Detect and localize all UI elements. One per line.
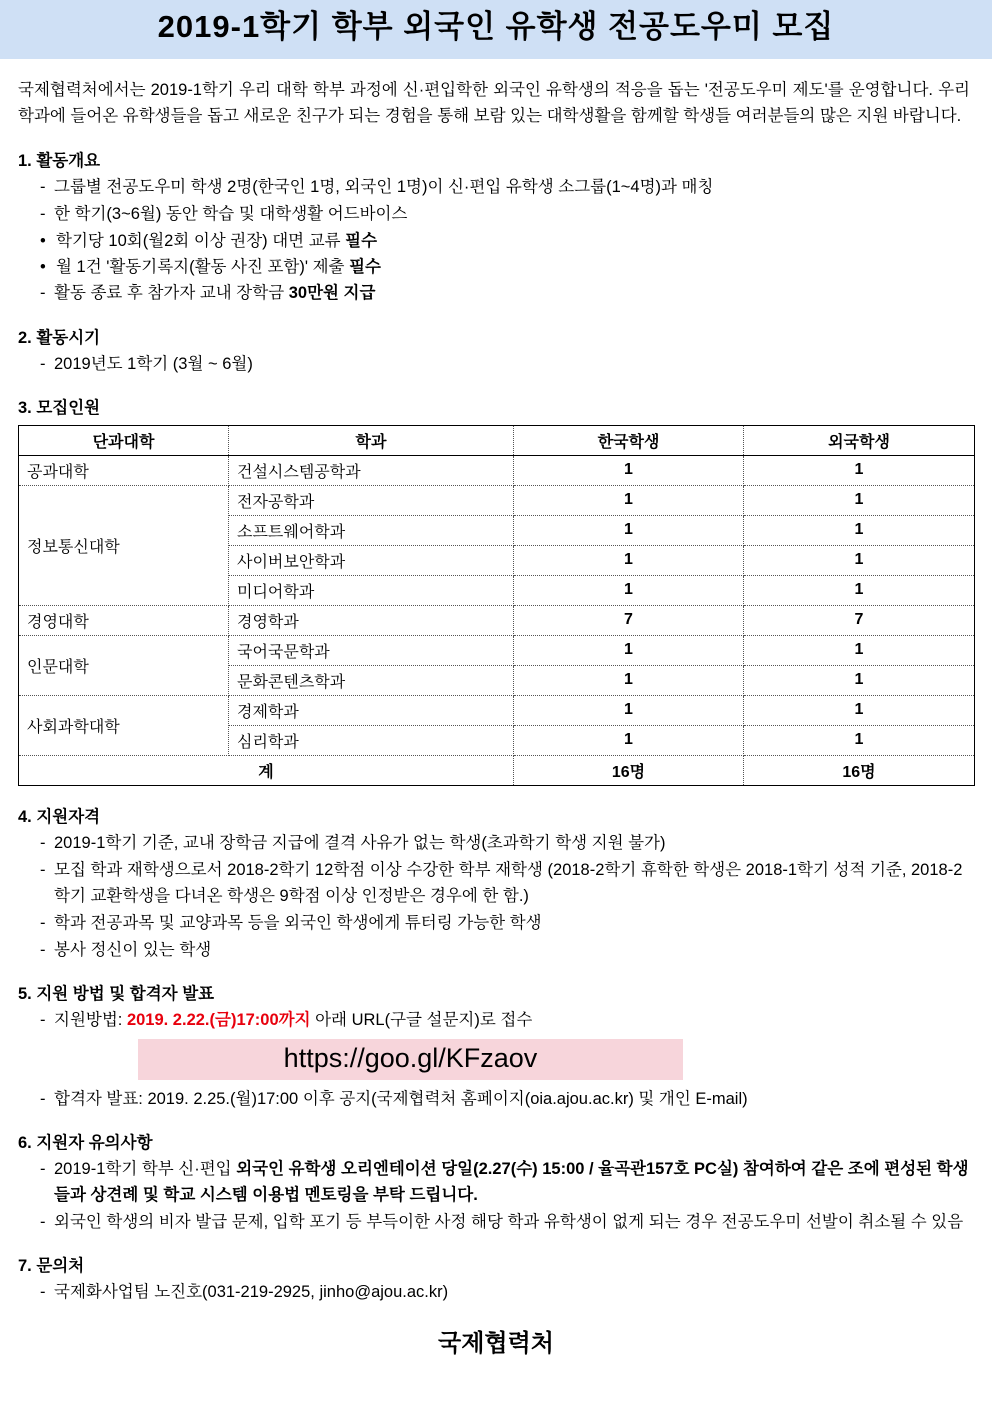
section-heading: 6. 지원자 유의사항 bbox=[18, 1134, 153, 1152]
sub-item-text: 학기당 10회(월2회 이상 권장) 대면 교류 bbox=[56, 232, 346, 251]
section1-list bbox=[18, 174, 974, 227]
list-item bbox=[40, 228, 974, 254]
section5-result-list bbox=[18, 1086, 974, 1112]
cell-total-korean: 16명 bbox=[514, 755, 744, 785]
cell-korean: 1 bbox=[514, 695, 744, 725]
cell-college: 경영대학 bbox=[19, 605, 229, 635]
cell-department: 건설시스템공학과 bbox=[229, 455, 514, 485]
list-item bbox=[38, 1156, 974, 1208]
cell-total-label: 계 bbox=[19, 755, 514, 785]
cell-foreign: 1 bbox=[744, 515, 975, 545]
section1-list-last bbox=[18, 280, 974, 306]
application-url[interactable]: https://goo.gl/KFzaov bbox=[138, 1039, 683, 1080]
sub-item-text: 월 1건 '활동기록지(활동 사진 포함)' 제출 bbox=[56, 258, 350, 277]
cell-department: 국어국문학과 bbox=[229, 635, 514, 665]
list-item: - 2019-1학기 기준, 교내 장학금 지급에 결격 사유가 없는 학생(초과학기 학생 지원 불가) bbox=[38, 830, 974, 856]
cell-department: 미디어학과 bbox=[229, 575, 514, 605]
cell-college: 사회과학대학 bbox=[19, 695, 229, 755]
column-header-korean: 한국학생 bbox=[514, 425, 744, 455]
cell-foreign: 1 bbox=[744, 545, 975, 575]
cell-korean: 1 bbox=[514, 575, 744, 605]
cell-foreign: 1 bbox=[744, 665, 975, 695]
cell-college: 인문대학 bbox=[19, 635, 229, 695]
list-item: - 봉사 정신이 있는 학생 bbox=[38, 937, 974, 963]
section5-list bbox=[18, 1007, 974, 1033]
cell-total-foreign: 16명 bbox=[744, 755, 975, 785]
cell-college: 공과대학 bbox=[19, 455, 229, 485]
item-text: 활동 종료 후 참가자 교내 장학금 bbox=[54, 284, 289, 303]
section-heading: 2. 활동시기 bbox=[18, 328, 101, 347]
table-row bbox=[19, 605, 975, 635]
section-contact bbox=[18, 1252, 974, 1305]
note-bold-event: 외국인 유학생 오리엔테이션 당일(2.27(수) 15:00 / 율곡관157호 PC실) bbox=[236, 1160, 739, 1178]
section-notices bbox=[18, 1129, 974, 1235]
apply-label: 지원방법: bbox=[54, 1010, 127, 1029]
list-item: - 모집 학과 재학생으로서 2018-2학기 12학점 이상 수강한 학부 재학생 (2018-2학기 휴학한 학생은 2018-1학기 성적 기준, 2018-2학기 교환학생을 다녀온 학생은 9학점 이상 인정받은 경우에 한 함.) bbox=[38, 857, 974, 909]
cell-foreign: 1 bbox=[744, 575, 975, 605]
column-header-college: 단과대학 bbox=[19, 425, 229, 455]
section1-sublist bbox=[18, 228, 974, 280]
cell-korean: 1 bbox=[514, 635, 744, 665]
list-item: - 국제화사업팀 노진호(031-219-2925, jinho@ajou.ac.kr) bbox=[38, 1279, 974, 1305]
table-header-row bbox=[19, 425, 975, 455]
section-application-method bbox=[18, 980, 974, 1112]
cell-korean: 7 bbox=[514, 605, 744, 635]
cell-korean: 1 bbox=[514, 515, 744, 545]
column-header-department: 학과 bbox=[229, 425, 514, 455]
section-activity-overview bbox=[18, 147, 974, 306]
issuing-office: 국제협력처 bbox=[438, 1330, 554, 1358]
cell-foreign: 1 bbox=[744, 485, 975, 515]
section-recruitment-quota bbox=[18, 394, 974, 786]
list-item: - 학과 전공과목 및 교양과목 등을 외국인 학생에게 튜터링 가능한 학생 bbox=[38, 910, 974, 936]
cell-department: 경영학과 bbox=[229, 605, 514, 635]
cell-college: 정보통신대학 bbox=[19, 485, 229, 605]
section-heading: 3. 모집인원 bbox=[18, 398, 101, 417]
cell-korean: 1 bbox=[514, 545, 744, 575]
list-item: - 2019년도 1학기 (3월 ~ 6월) bbox=[38, 351, 974, 377]
table-row bbox=[19, 635, 975, 665]
cell-korean: 1 bbox=[514, 485, 744, 515]
section-heading: 5. 지원 방법 및 합격자 발표 bbox=[18, 984, 215, 1003]
section6-list bbox=[18, 1156, 974, 1235]
cell-korean: 1 bbox=[514, 665, 744, 695]
section-heading: 7. 문의처 bbox=[18, 1257, 85, 1276]
table-row bbox=[19, 485, 975, 515]
section2-list bbox=[18, 351, 974, 377]
list-item bbox=[38, 280, 974, 306]
list-item: - 그룹별 전공도우미 학생 2명(한국인 1명, 외국인 1명)이 신·편입 유학생 소그룹(1~4명)과 매칭 bbox=[38, 174, 974, 200]
section4-list bbox=[18, 830, 974, 963]
cell-department: 심리학과 bbox=[229, 725, 514, 755]
item-bold: 30만원 지급 bbox=[288, 284, 376, 303]
note-text-mid: 참여하여 bbox=[738, 1160, 812, 1178]
cell-foreign: 7 bbox=[744, 605, 975, 635]
cell-foreign: 1 bbox=[744, 455, 975, 485]
sub-item-bold: 필수 bbox=[349, 258, 381, 277]
cell-foreign: 1 bbox=[744, 635, 975, 665]
list-item bbox=[40, 254, 974, 280]
apply-suffix: 아래 URL(구글 설문지)로 접수 bbox=[310, 1010, 533, 1029]
column-header-foreign: 외국학생 bbox=[744, 425, 975, 455]
cell-department: 문화콘텐츠학과 bbox=[229, 665, 514, 695]
table-row bbox=[19, 695, 975, 725]
note-text: 2019-1학기 학부 신·편입 bbox=[54, 1160, 237, 1178]
table-row bbox=[19, 455, 975, 485]
section-activity-period bbox=[18, 324, 974, 377]
document-title-banner bbox=[0, 0, 992, 59]
sub-item-bold: 필수 bbox=[345, 232, 378, 251]
list-item: - 합격자 발표: 2019. 2.25.(월)17:00 이후 공지(국제협력처 홈페이지(oia.ajou.ac.kr) 및 개인 E-mail) bbox=[38, 1086, 974, 1112]
table-total-row bbox=[19, 755, 975, 785]
section-heading: 4. 지원자격 bbox=[18, 807, 101, 826]
apply-deadline: 2019. 2.22.(금)17:00까지 bbox=[126, 1010, 311, 1029]
cell-department: 경제학과 bbox=[229, 695, 514, 725]
intro-paragraph: 국제협력처에서는 2019-1학기 우리 대학 학부 과정에 신·편입학한 외국인 유학생의 적응을 돕는 '전공도우미 제도'를 운영합니다. 우리 학과에 들어온 유학생들을 돕고 새로운 친구가 되는 경험을 통해 보람 있는 대학생활을 함께할 학생들 여러분들의 많은 지원 바랍니다. bbox=[18, 80, 970, 126]
cell-korean: 1 bbox=[514, 725, 744, 755]
note-bold-request: 같은 조에 편성된 학생들과 상견례 및 학교 시스템 이용법 멘토링을 부탁 드립니다. bbox=[54, 1160, 969, 1205]
list-item: - 한 학기(3~6월) 동안 학습 및 대학생활 어드바이스 bbox=[38, 201, 974, 227]
cell-department: 사이버보안학과 bbox=[229, 545, 514, 575]
section7-list bbox=[18, 1279, 974, 1305]
page-title: 2019-1학기 학부 외국인 유학생 전공도우미 모집 bbox=[157, 9, 835, 44]
quota-table bbox=[18, 425, 975, 786]
cell-foreign: 1 bbox=[744, 695, 975, 725]
cell-korean: 1 bbox=[514, 455, 744, 485]
cell-department: 소프트웨어학과 bbox=[229, 515, 514, 545]
section-eligibility bbox=[18, 803, 974, 963]
section-heading: 1. 활동개요 bbox=[18, 152, 101, 171]
cell-department: 전자공학과 bbox=[229, 485, 514, 515]
list-item: - 외국인 학생의 비자 발급 문제, 입학 포기 등 부득이한 사정 해당 학과 유학생이 없게 되는 경우 전공도우미 선발이 취소될 수 있음 bbox=[38, 1209, 974, 1235]
cell-foreign: 1 bbox=[744, 725, 975, 755]
list-item-apply bbox=[38, 1007, 974, 1033]
